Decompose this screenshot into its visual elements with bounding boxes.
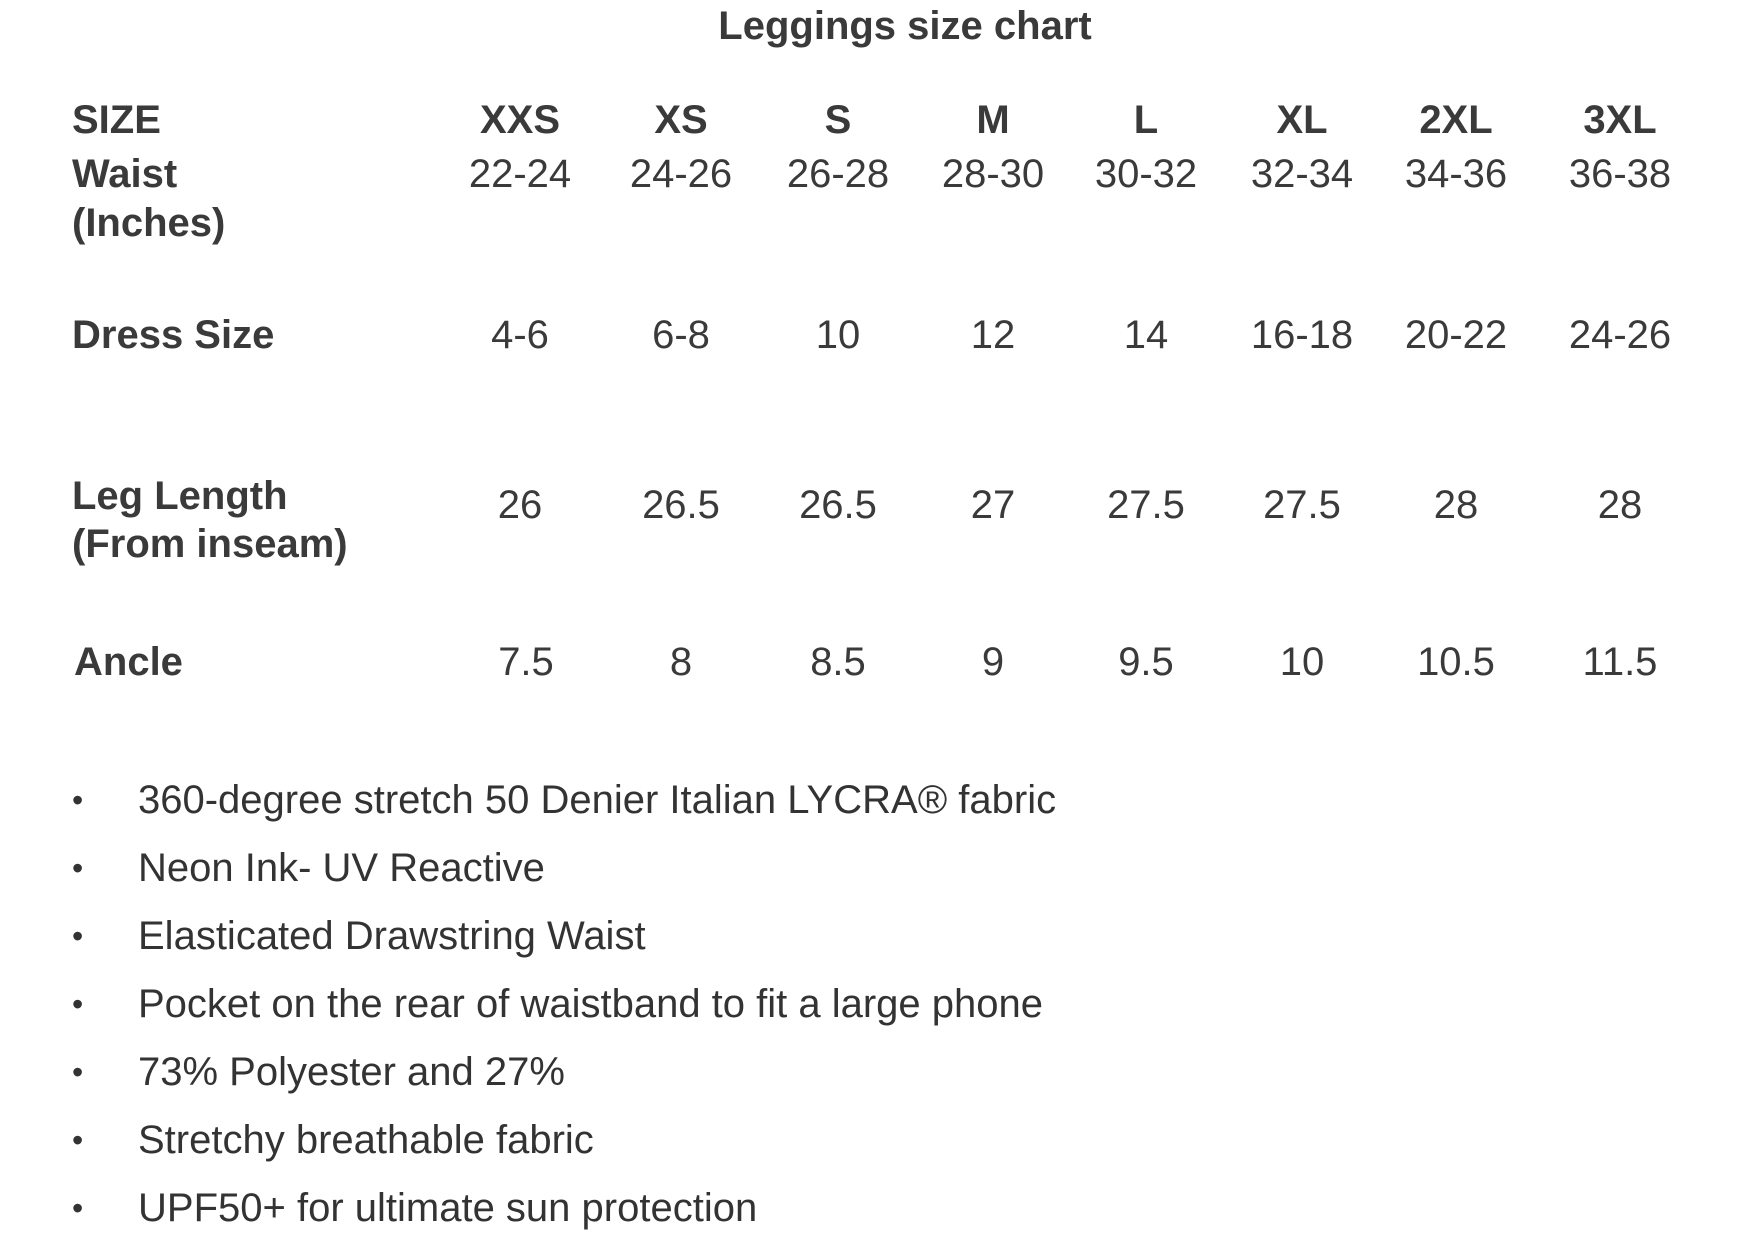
dress-size-cell: 6-8 (652, 313, 710, 357)
ancle-cell: 10.5 (1417, 640, 1495, 684)
size-header: XL (1276, 98, 1328, 142)
list-item (0, 1048, 1748, 1116)
row-label-leg-length: Leg Length (72, 474, 288, 518)
bullet-icon: • (72, 850, 84, 886)
ancle-cell: 9 (981, 640, 1005, 684)
page-title: Leggings size chart (718, 4, 1092, 48)
list-item (0, 1184, 1748, 1252)
dress-size-cell: 10 (815, 313, 861, 357)
leg-length-cell: 27 (970, 483, 1016, 527)
dress-size-cell: 24-26 (1568, 313, 1672, 357)
dress-size-cell: 12 (970, 313, 1016, 357)
leg-length-cell: 26.5 (799, 483, 877, 527)
bullet-text: UPF50+ for ultimate sun protection (138, 1186, 758, 1230)
ancle-cell: 11.5 (1582, 640, 1658, 684)
leg-length-cell: 28 (1433, 483, 1479, 527)
leg-length-cell: 28 (1597, 483, 1643, 527)
leg-length-cell: 27.5 (1107, 483, 1185, 527)
size-header: S (824, 98, 852, 142)
row-label-dress-size: Dress Size (72, 313, 275, 357)
ancle-cell: 8.5 (810, 640, 866, 684)
waist-cell: 36-38 (1568, 152, 1672, 196)
ancle-cell: 9.5 (1118, 640, 1174, 684)
row-label-leg-note: (From inseam) (72, 522, 348, 566)
list-item (0, 1116, 1748, 1184)
bullet-icon: • (72, 986, 84, 1022)
list-item (0, 844, 1748, 912)
list-item (0, 912, 1748, 980)
dress-size-cell: 16-18 (1250, 313, 1354, 357)
waist-cell: 24-26 (629, 152, 733, 196)
row-label-size: SIZE (72, 98, 161, 142)
size-header: XS (654, 98, 708, 142)
dress-size-cell: 14 (1123, 313, 1169, 357)
bullet-text: 73% Polyester and 27% (138, 1050, 565, 1094)
leg-length-cell: 27.5 (1263, 483, 1341, 527)
row-label-waist-unit: (Inches) (72, 201, 226, 245)
waist-cell: 32-34 (1250, 152, 1354, 196)
waist-cell: 34-36 (1404, 152, 1508, 196)
waist-cell: 30-32 (1094, 152, 1198, 196)
row-label-ancle: Ancle (74, 640, 183, 684)
bullet-text: Pocket on the rear of waistband to fit a large phone (138, 982, 1044, 1026)
bullet-icon: • (72, 1190, 84, 1226)
dress-size-cell: 4-6 (491, 313, 549, 357)
ancle-cell: 10 (1279, 640, 1325, 684)
size-header: 3XL (1583, 98, 1657, 142)
leg-length-cell: 26.5 (642, 483, 720, 527)
waist-cell: 22-24 (468, 152, 572, 196)
bullet-icon: • (72, 1122, 84, 1158)
bullet-text: Stretchy breathable fabric (138, 1118, 594, 1162)
size-header: XXS (479, 98, 561, 142)
waist-cell: 26-28 (786, 152, 890, 196)
list-item (0, 980, 1748, 1048)
leg-length-cell: 26 (497, 483, 543, 527)
size-header: 2XL (1419, 98, 1493, 142)
dress-size-cell: 20-22 (1404, 313, 1508, 357)
bullet-icon: • (72, 918, 84, 954)
waist-cell: 28-30 (941, 152, 1045, 196)
list-item (0, 776, 1748, 844)
bullet-text: 360-degree stretch 50 Denier Italian LYCRA® fabric (138, 778, 1057, 822)
row-label-waist: Waist (72, 152, 178, 196)
feature-list (0, 776, 1748, 1252)
ancle-cell: 8 (669, 640, 693, 684)
bullet-icon: • (72, 782, 84, 818)
bullet-icon: • (72, 1054, 84, 1090)
size-header: L (1133, 98, 1159, 142)
bullet-text: Neon Ink- UV Reactive (138, 846, 545, 890)
size-header: M (976, 98, 1010, 142)
ancle-cell: 7.5 (498, 640, 554, 684)
bullet-text: Elasticated Drawstring Waist (138, 914, 646, 958)
